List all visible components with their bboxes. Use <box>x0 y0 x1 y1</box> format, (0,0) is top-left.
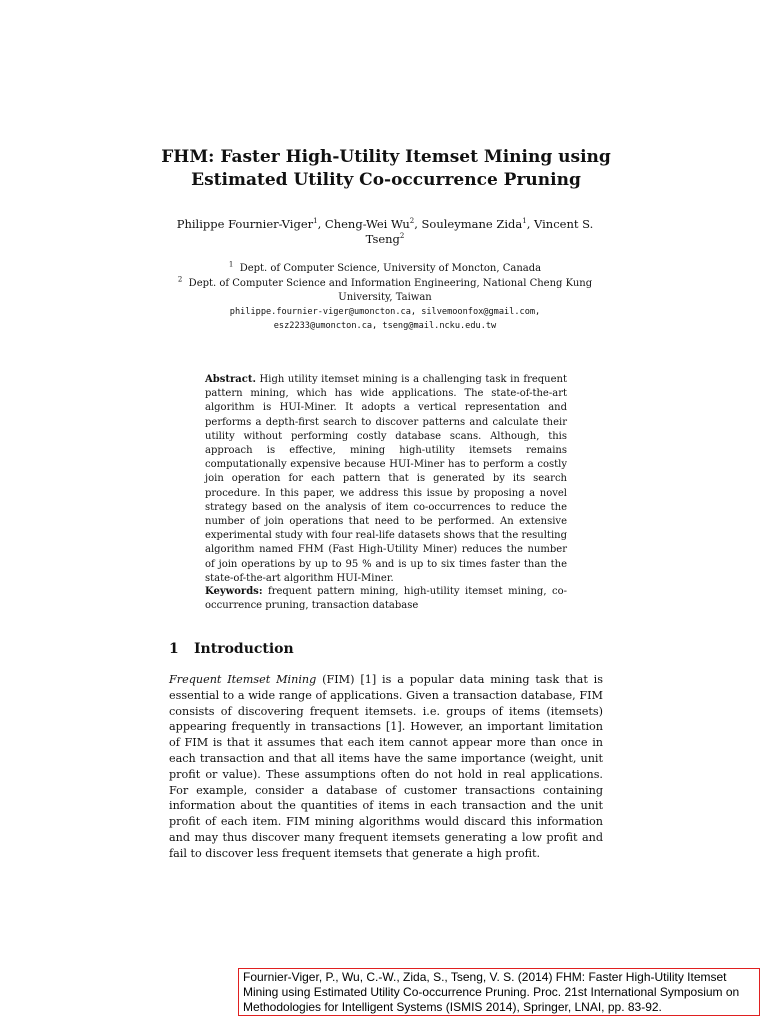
affiliation-1-mark: 1 <box>228 260 234 269</box>
author-4-first: Vincent S. <box>534 217 594 231</box>
affiliation-2-mark: 2 <box>177 275 183 284</box>
section-title: Introduction <box>194 641 294 657</box>
email-line-2[interactable]: esz2233@umoncton.ca, tseng@mail.ncku.edu.tw <box>273 321 497 331</box>
author-1: Philippe Fournier-Viger <box>176 217 314 231</box>
citation-line-1: Fournier-Viger, P., Wu, C.-W., Zida, S., Tseng, V. S. (2014) FHM: Faster High-Utility Itemset <box>243 970 727 984</box>
title-line-2: Estimated Utility Co-occurrence Pruning <box>191 170 581 190</box>
citation-line-3: Methodologies for Intelligent Systems (ISMIS 2014), Springer, LNAI, pp. 83-92. <box>243 1000 662 1014</box>
citation-box <box>238 968 760 1016</box>
abstract-text: High utility itemset mining is a challenging task in frequent pattern mining, which has wide applications. The state-of-the-art algorithm is HUI-Miner. It adopts a vertical representation and performs a depth-first search to discover patterns and calculate their utility without performing costly database scans. Although, this approach is effective, mining high-utility itemsets remains computationally expensive because HUI-Miner has to perform a costly join operation for each pattern that is generated by its search procedure. In this paper, we address this issue by proposing a novel strategy based on the analysis of item co-occurrences to reduce the number of join operations that need to be performed. An extensive experimental study with four real-life datasets shows that the resulting algorithm named FHM (Fast High-Utility Miner) reduces the number of join operations by up to 95 % and is up to six times faster than the state-of-the-art algorithm HUI-Miner. <box>205 374 568 584</box>
author-4-affil: 2 <box>399 232 405 241</box>
author-3: Souleymane Zida <box>421 217 523 231</box>
title-line-1: FHM: Faster High-Utility Itemset Mining using <box>161 147 611 167</box>
abstract-label: Abstract. <box>205 374 256 385</box>
citation-line-2: Mining using Estimated Utility Co-occurrence Pruning. Proc. 21st International Symposium on <box>243 985 740 999</box>
author-4-last: Tseng <box>365 232 400 246</box>
affiliation-2 <box>150 277 620 292</box>
affiliations <box>150 262 620 306</box>
intro-paragraph <box>169 672 603 862</box>
section-number: 1 <box>169 641 179 657</box>
email-line-1[interactable]: philippe.fournier-viger@umoncton.ca, silvemoonfox@gmail.com, <box>229 307 541 317</box>
abstract <box>205 373 567 586</box>
author-list: Philippe Fournier-Viger$^1$, Cheng-Wei Wu$^2$, Souleymane Zida$^1$, Vincent S. Tseng$^2$ <box>176 217 594 246</box>
author-2-affil: 2 <box>409 217 415 226</box>
section-heading <box>169 640 294 658</box>
author-3-affil: 1 <box>522 217 527 226</box>
intro-text: (FIM) [1] is a popular data mining task that is essential to a wide range of applications. Given a transaction database, FIM consists of discovering frequent itemsets. i.e. groups of items (itemsets) appearing frequently in transactions [1]. However, an important limitation of FIM is that it assumes that each item cannot appear more than once in each transaction and that all items have the same importance (weight, unit profit or value). These assumptions often do not hold in real applications. For example, consider a database of customer transactions containing information about the quantities of items in each transaction and the unit profit of each item. FIM mining algorithms would discard this information and may thus discover many frequent itemsets generating a low profit and fail to discover less frequent itemsets that generate a high profit. <box>169 673 603 860</box>
author-1-affil: 1 <box>313 217 318 226</box>
affiliation-2-text: Dept. of Computer Science and Information Engineering, National Cheng Kung <box>188 277 593 289</box>
affiliation-1 <box>150 262 620 277</box>
keywords-label: Keywords: <box>205 586 263 597</box>
affiliation-2-cont: University, Taiwan <box>338 292 432 303</box>
affiliation-1-text: Dept. of Computer Science, University of Moncton, Canada <box>239 263 542 274</box>
author-2: Cheng-Wei Wu <box>324 217 410 231</box>
keywords <box>205 585 567 613</box>
keywords-text: frequent pattern mining, high-utility itemset mining, co-occurrence pruning, transaction database <box>205 586 567 612</box>
intro-italic-term: Frequent Itemset Mining <box>169 673 317 686</box>
author-emails <box>150 305 620 333</box>
paper-title <box>100 146 672 192</box>
